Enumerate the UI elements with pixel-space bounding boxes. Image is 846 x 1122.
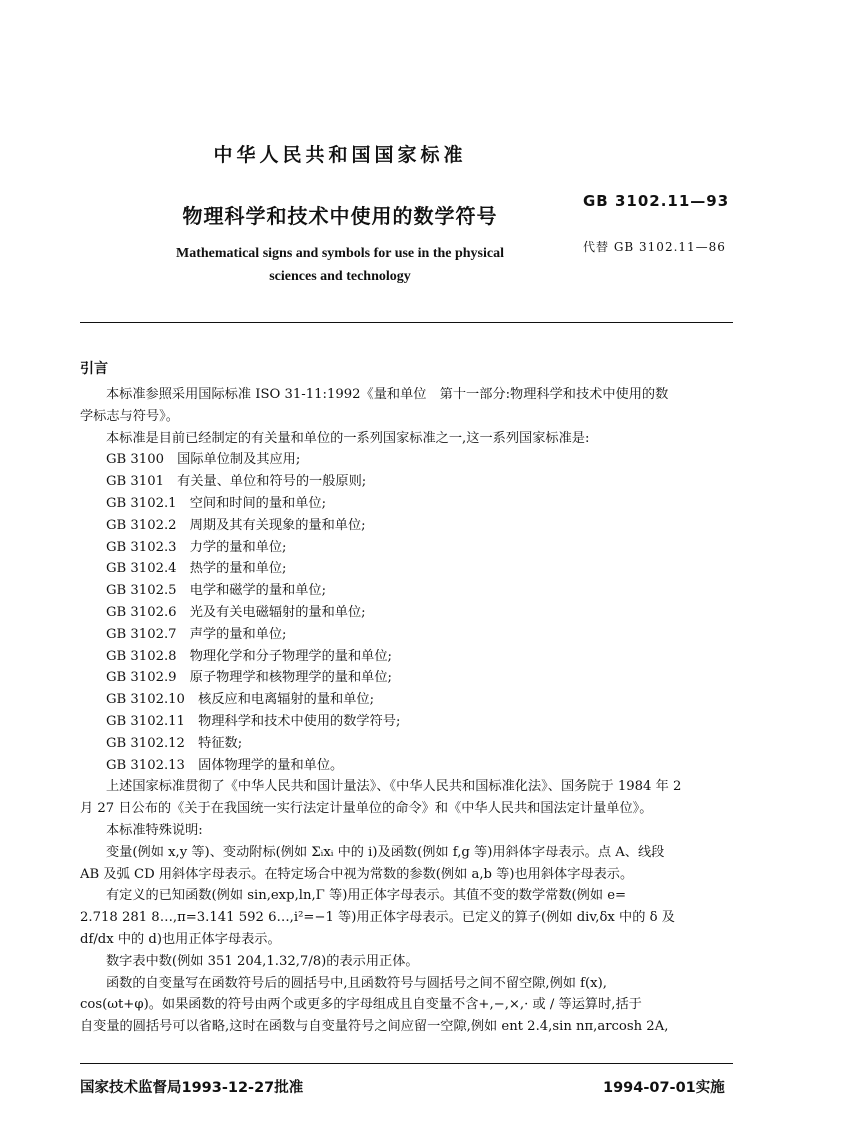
body-line: GB 3102.6 光及有关电磁辐射的量和单位; [106,604,366,620]
body-line: df/dx 中的 d)也用正体字母表示。 [80,931,281,947]
body-line: 函数的自变量写在函数符号后的圆括号中,且函数符号与圆括号之间不留空隙,例如 f(x), [106,975,607,991]
body-line: GB 3101 有关量、单位和符号的一般原则; [106,474,367,490]
national-standard-heading: 中华人民共和国国家标准 [213,144,467,166]
body-line: 本标准是目前已经制定的有关量和单位的一系列国家标准之一,这一系列国家标准是: [106,430,590,446]
body-line: 有定义的已知函数(例如 sin,exp,ln,Γ 等)用正体字母表示。其值不变的数学常数(例如 e= [106,888,627,904]
body-line: GB 3102.2 周期及其有关现象的量和单位; [106,517,366,533]
document-title-english-line1: Mathematical signs and symbols for use in the physical [176,246,504,261]
body-line: 数字表中数(例如 351 204,1.32,7/8)的表示用正体。 [106,953,419,969]
body-text [80,384,734,1038]
body-line: GB 3102.12 特征数; [106,735,243,751]
body-line: GB 3102.8 物理化学和分子物理学的量和单位; [106,648,393,664]
body-line: GB 3102.3 力学的量和单位; [106,539,287,555]
body-line: 2.718 281 8…,π=3.141 592 6…,i²=−1 等)用正体字母表示。已定义的算子(例如 div,δx 中的 δ 及 [80,910,675,926]
body-line: GB 3100 国际单位制及其应用; [106,452,301,468]
body-line: 本标准特殊说明: [106,822,203,838]
body-line: GB 3102.7 声学的量和单位; [106,626,287,642]
standard-number: GB 3102.11—93 [583,192,730,210]
header-divider [80,322,733,323]
body-line: GB 3102.10 核反应和电离辐射的量和单位; [106,692,375,708]
replaces-standard: 代替 GB 3102.11—86 [583,240,726,254]
approval-note: 国家技术监督局1993-12-27批准 [80,1080,304,1096]
body-line: 本标准参照采用国际标准 ISO 31-11:1992《量和单位 第十一部分:物理科学和技术中使用的数 [106,387,669,402]
body-line: 月 27 日公布的《关于在我国统一实行法定计量单位的命令》和《中华人民共和国法定计量单位》。 [80,801,653,817]
body-line: 变量(例如 x,y 等)、变动附标(例如 Σᵢxᵢ 中的 i)及函数(例如 f,g 等)用斜体字母表示。点 A、线段 [106,844,665,860]
effective-date: 1994-07-01实施 [603,1080,725,1096]
document-title-chinese: 物理科学和技术中使用的数学符号 [182,204,498,228]
body-line: 学标志与符号》。 [80,408,179,424]
body-line: 自变量的圆括号可以省略,这时在函数与自变量符号之间应留一空隙,例如 ent 2.4,sin nπ,arcosh 2A, [80,1019,669,1035]
footer-divider [80,1063,733,1064]
body-line: GB 3102.1 空间和时间的量和单位; [106,495,327,511]
body-line: GB 3102.11 物理科学和技术中使用的数学符号; [106,713,401,729]
document-title-english-line2: sciences and technology [269,269,411,284]
body-line: GB 3102.5 电学和磁学的量和单位; [106,583,327,599]
body-line: AB 及弧 CD 用斜体字母表示。在特定场合中视为常数的参数(例如 a,b 等)也用斜体字母表示。 [80,866,634,882]
body-line: GB 3102.13 固体物理学的量和单位。 [106,757,344,773]
body-line: 上述国家标准贯彻了《中华人民共和国计量法》、《中华人民共和国标准化法》、国务院于 1984 年 2 [106,779,682,795]
body-line: GB 3102.4 热学的量和单位; [106,561,287,577]
section-heading-introduction: 引言 [80,361,108,377]
body-line: GB 3102.9 原子物理学和核物理学的量和单位; [106,670,393,686]
body-line: cos(ωt+φ)。如果函数的符号由两个或更多的字母组成且自变量不含+,−,×,· 或 / 等运算时,括于 [80,997,642,1013]
